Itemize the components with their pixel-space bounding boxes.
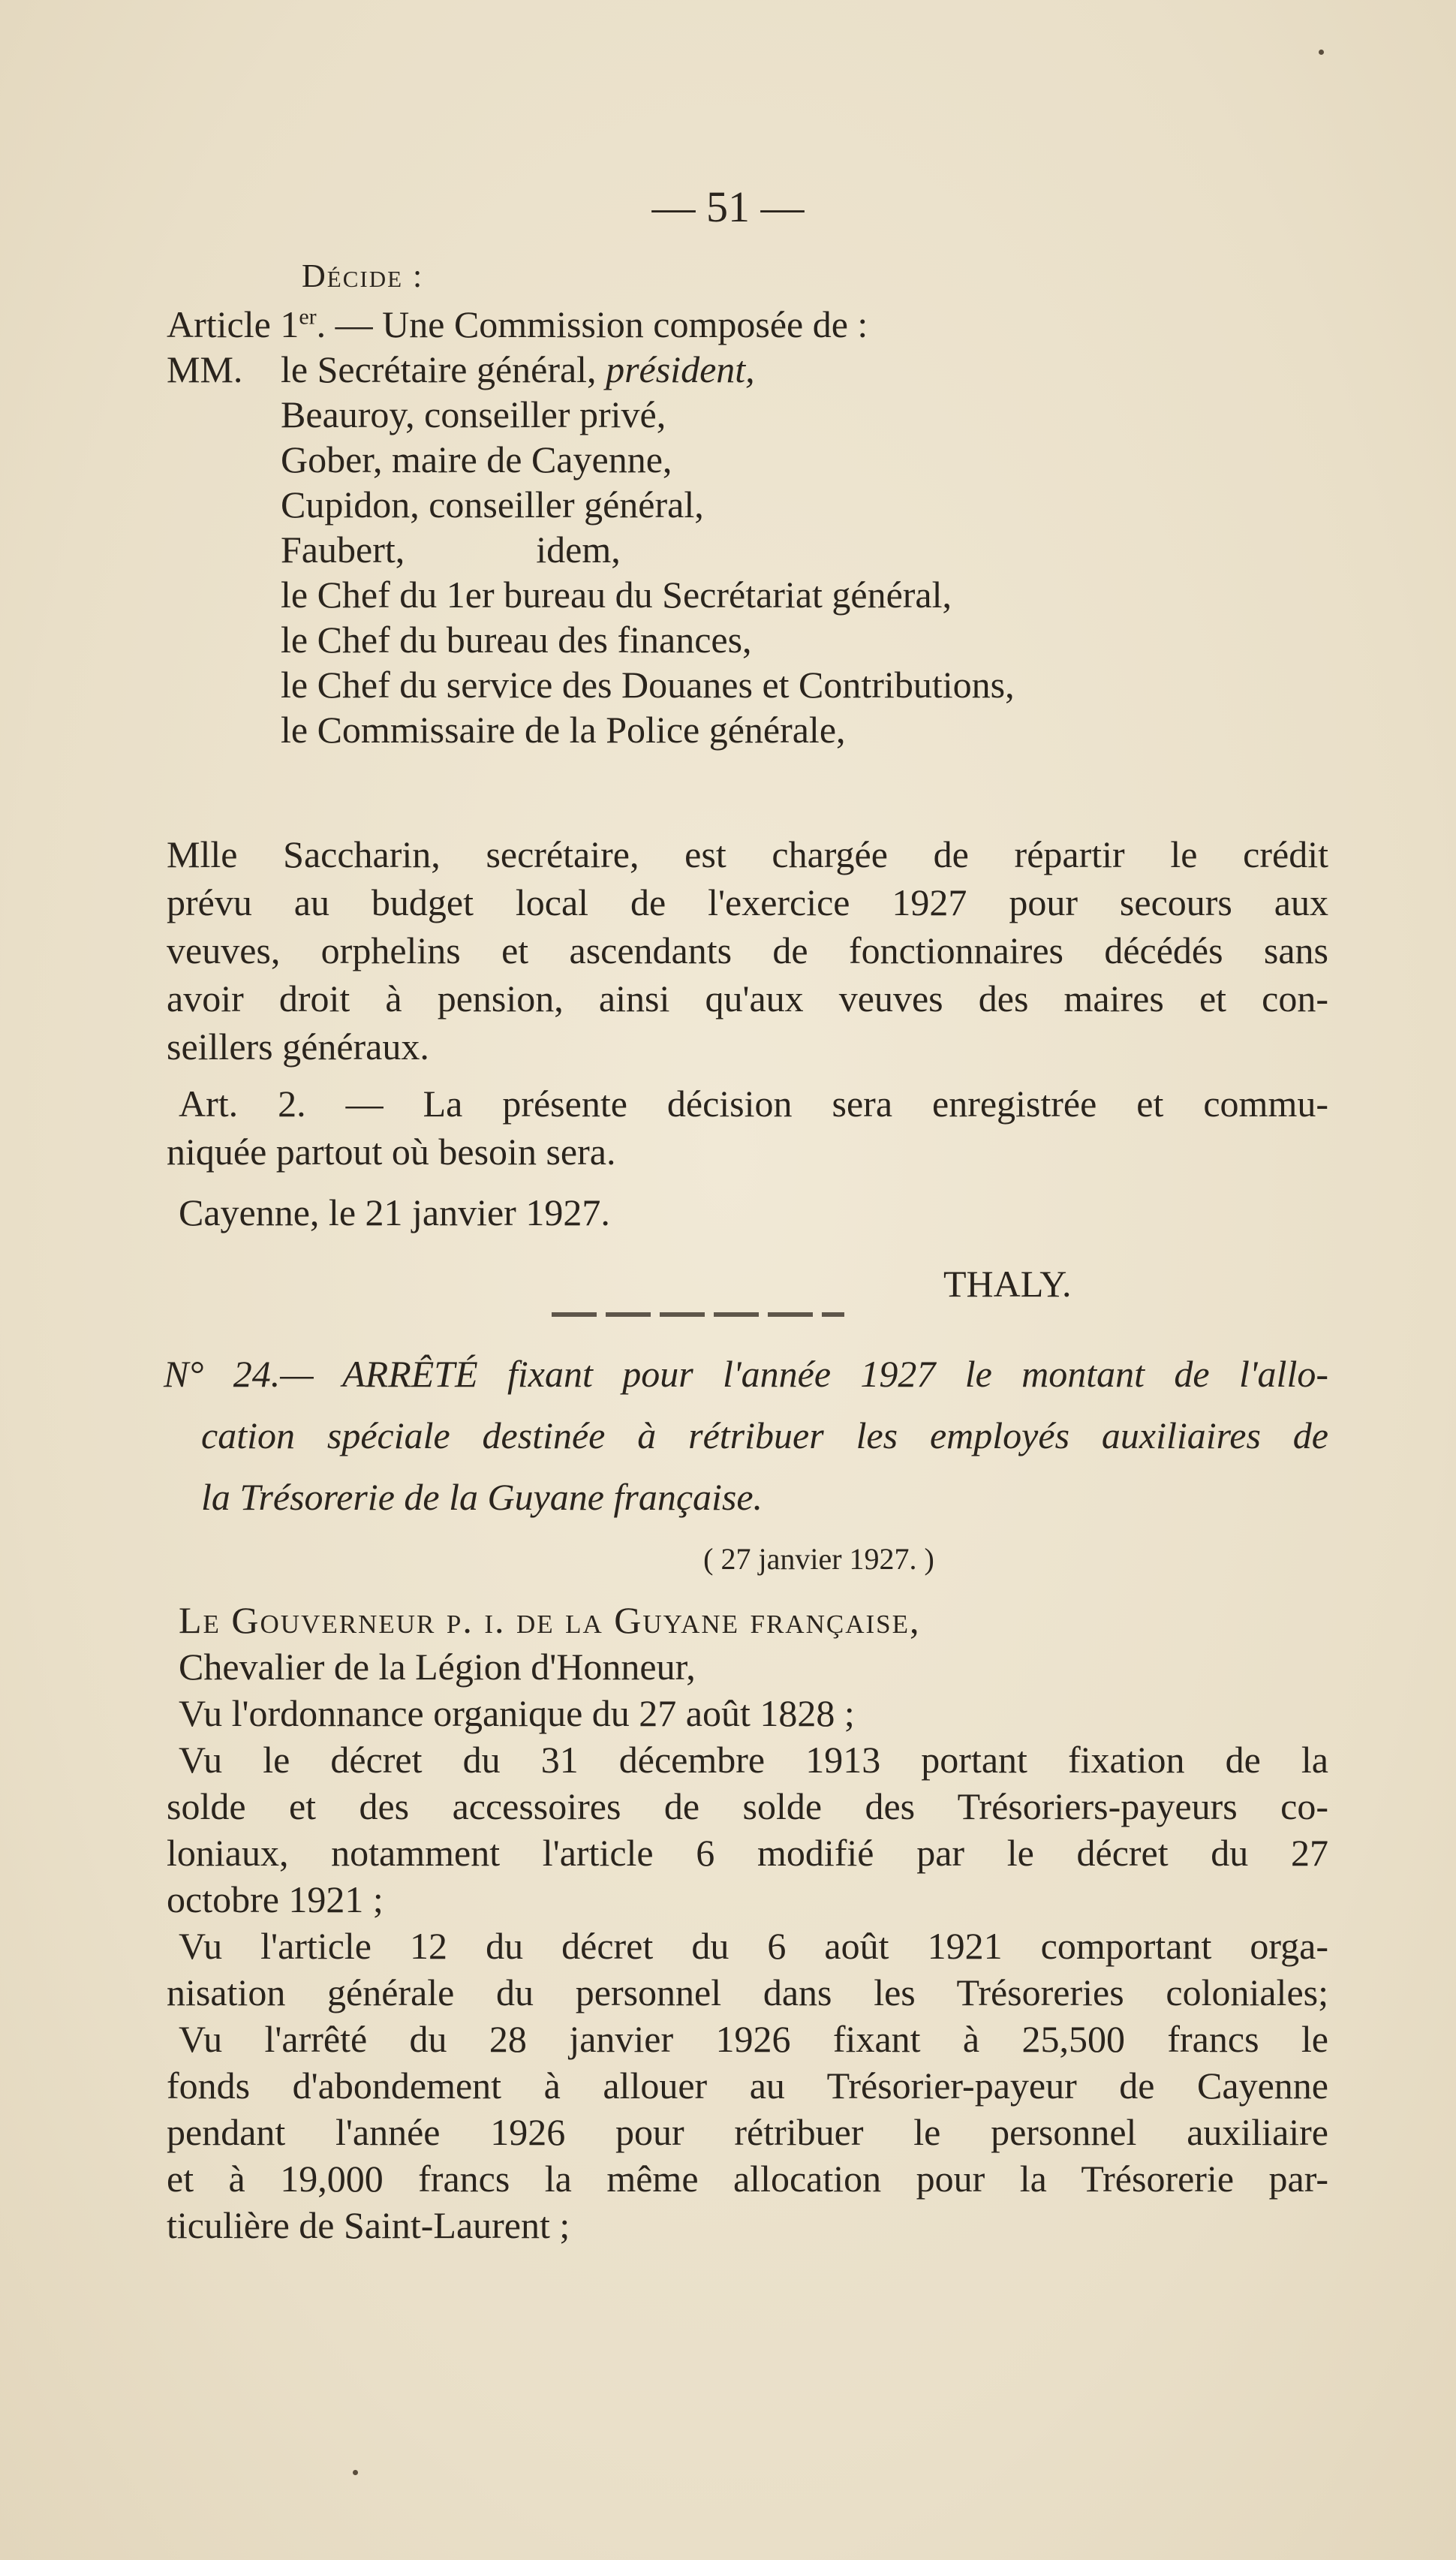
arrete-body-line: Vu le décret du 31 décembre 1913 portant fixation de la [179, 1739, 1328, 1781]
paragraph-line: veuves, orphelins et ascendants de fonctionnaires décédés sans [167, 929, 1328, 971]
paragraph-line: prévu au budget local de l'exercice 1927 pour secours aux [167, 881, 1328, 923]
member-text: le Chef du 1er bureau du Secrétariat général, [281, 574, 952, 616]
signature: THALY. [943, 1263, 1072, 1305]
article-2 [167, 1081, 1328, 1177]
paragraph-line: Mlle Saccharin, secrétaire, est chargée de répartir le crédit [167, 833, 1328, 875]
arrete-body-line: octobre 1921 ; [167, 1878, 384, 1920]
commission-member [167, 662, 1328, 707]
member-role: président, [596, 348, 755, 390]
member-prefix: MM. [167, 348, 243, 390]
commission-member [167, 347, 1328, 392]
member-text: le Secrétaire général, [281, 348, 597, 390]
member-text: le Commissaire de la Police générale, [281, 709, 846, 751]
member-text: Gober, maire de Cayenne, [281, 438, 672, 480]
commission-member [167, 617, 1328, 662]
commission-member [167, 572, 1328, 617]
place-date-block [167, 1190, 1328, 1235]
paper-speck [1319, 50, 1324, 55]
member-text: Beauroy, conseiller privé, [281, 393, 666, 435]
page-number: — 51 — [651, 182, 805, 231]
arrete-body-line: Le Gouverneur p. i. de la Guyane française, [179, 1599, 921, 1641]
commission-member [167, 527, 1328, 572]
member-text: le Chef du bureau des finances, [281, 619, 752, 661]
place-date: Cayenne, le 21 janvier 1927. [179, 1191, 610, 1233]
arrete-title-line: cation spéciale destinée à rétribuer les employés auxiliaires de [201, 1414, 1328, 1456]
arrete-body-line: Vu l'article 12 du décret du 6 août 1921 comportant orga- [179, 1925, 1328, 1967]
arrete-body-line: ticulière de Saint-Laurent ; [167, 2204, 570, 2246]
article-1-line: Article 1er. — Une Commission composée de : [167, 303, 868, 345]
section-separator [552, 1312, 844, 1317]
arrete-title-line: N° 24.— ARRÊTÉ fixant pour l'année 1927 le montant de l'allo- [164, 1353, 1328, 1395]
arrete-body-line: fonds d'abondement à allouer au Trésorier-payeur de Cayenne [167, 2065, 1328, 2107]
paragraph-line: seillers généraux. [167, 1026, 429, 1068]
arrete-body-line: Vu l'ordonnance organique du 27 août 1828 ; [179, 1692, 855, 1734]
arrete-body-line: Vu l'arrêté du 28 janvier 1926 fixant à 25,500 francs le [179, 2018, 1328, 2060]
member-text: le Chef du service des Douanes et Contributions, [281, 664, 1015, 706]
member-text: Faubert, idem, [281, 529, 621, 571]
commission-member [167, 482, 1328, 527]
paragraph-line: avoir droit à pension, ainsi qu'aux veuves des maires et con- [167, 977, 1328, 1019]
arrete-body-line: et à 19,000 francs la même allocation pour la Trésorerie par- [167, 2158, 1328, 2200]
commission-member [167, 707, 1328, 752]
decide-heading: Décide : [302, 258, 424, 294]
commission-members [167, 347, 1328, 752]
arrete-date: ( 27 janvier 1927. ) [703, 1542, 934, 1576]
decision-section [167, 257, 1328, 752]
signature-block [167, 1261, 1328, 1306]
member-text: Cupidon, conseiller général, [281, 483, 704, 526]
arrete-body-line: Chevalier de la Légion d'Honneur, [179, 1646, 696, 1688]
paragraph-credit [167, 832, 1328, 1072]
arrete-body-line: solde et des accessoires de solde des Trésoriers-payeurs co- [167, 1785, 1328, 1827]
commission-member [167, 392, 1328, 437]
arrete-body-line: loniaux, notamment l'article 6 modifié par le décret du 27 [167, 1832, 1328, 1874]
article-2-line: Art. 2. — La présente décision sera enregistrée et commu- [179, 1083, 1328, 1125]
arrete-title [164, 1351, 1328, 1536]
paper-speck [353, 2470, 358, 2475]
arrete-date-block [167, 1541, 1328, 1577]
arrete-title-line: la Trésorerie de la Guyane française. [201, 1476, 763, 1518]
commission-member [167, 437, 1328, 482]
arrete-body [167, 1598, 1328, 2249]
article-2-line: niquée partout où besoin sera. [167, 1131, 616, 1173]
arrete-body-line: pendant l'année 1926 pour rétribuer le personnel auxiliaire [167, 2111, 1328, 2153]
arrete-body-line: nisation générale du personnel dans les Trésoreries coloniales; [167, 1971, 1328, 2013]
